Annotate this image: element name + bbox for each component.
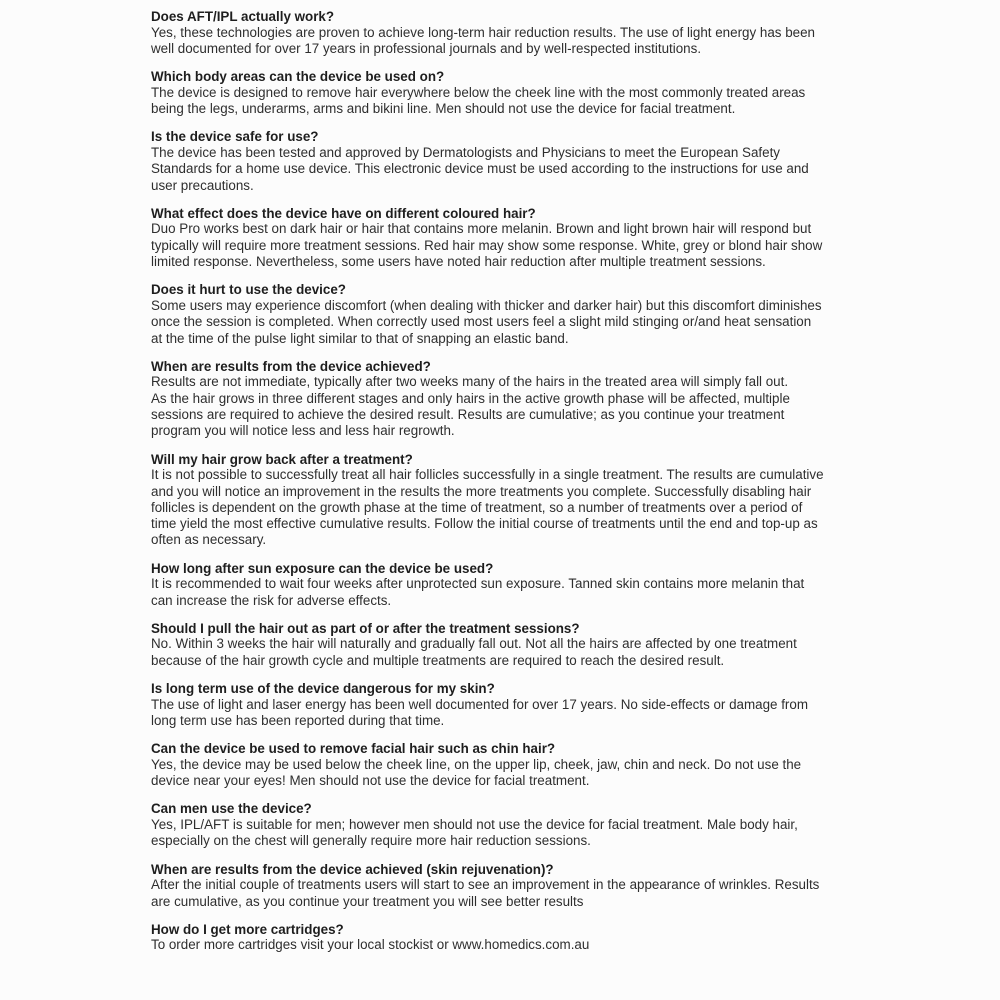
faq-item bbox=[151, 206, 863, 270]
answer-line: No. Within 3 weeks the hair will naturally and gradually fall out. Not all the hairs are affected by one treatment bbox=[151, 636, 797, 652]
answer-line: Yes, the device may be used below the cheek line, on the upper lip, cheek, jaw, chin and neck. Do not use the bbox=[151, 756, 802, 772]
faq-question: How do I get more cartridges? bbox=[151, 921, 344, 937]
faq-item bbox=[151, 681, 863, 729]
faq-answer bbox=[151, 145, 863, 194]
answer-line: The device has been tested and approved by Dermatologists and Physicians to meet the European Safety bbox=[151, 144, 781, 160]
answer-line: at the time of the pulse light similar to that of snapping an elastic band. bbox=[151, 330, 569, 346]
faq-answer bbox=[151, 937, 863, 953]
faq-answer bbox=[151, 697, 863, 730]
answer-line: It is not possible to successfully treat all hair follicles successfully in a single treatment. The results are cumulative bbox=[151, 467, 824, 483]
answer-line: The use of light and laser energy has been well documented for over 17 years. No side-effects or damage from bbox=[151, 696, 808, 712]
faq-item bbox=[151, 69, 863, 117]
faq-question: When are results from the device achieved (skin rejuvenation)? bbox=[151, 861, 554, 877]
answer-line: Some users may experience discomfort (when dealing with thicker and darker hair) but this discomfort diminishes bbox=[151, 297, 822, 313]
answer-line: Yes, IPL/AFT is suitable for men; however men should not use the device for facial treatment. Male body hair, bbox=[151, 817, 798, 833]
answer-line: Standards for a home use device. This electronic device must be used according to the instructions for use and bbox=[151, 161, 809, 177]
answer-line: As the hair grows in three different stages and only hairs in the active growth phase will be affected, multiple bbox=[151, 390, 790, 406]
faq-item bbox=[151, 129, 863, 193]
faq-question: Will my hair grow back after a treatment? bbox=[151, 451, 413, 467]
answer-line: being the legs, underarms, arms and bikini line. Men should not use the device for facial treatment. bbox=[151, 101, 736, 117]
faq-question: Can men use the device? bbox=[151, 801, 312, 817]
faq-question: What effect does the device have on different coloured hair? bbox=[151, 205, 536, 221]
faq-question: Does it hurt to use the device? bbox=[151, 282, 346, 298]
faq-item bbox=[151, 801, 863, 849]
answer-line: and you will notice an improvement in the results the more treatments you complete. Successfully disabling hair bbox=[151, 483, 812, 499]
faq-answer bbox=[151, 298, 863, 347]
answer-line: Results are not immediate, typically after two weeks many of the hairs in the treated area will simply fall out. bbox=[151, 374, 789, 390]
faq-question: Is the device safe for use? bbox=[151, 129, 319, 145]
faq-item bbox=[151, 452, 863, 549]
faq-item bbox=[151, 282, 863, 346]
faq-question: Which body areas can the device be used on? bbox=[151, 69, 445, 85]
answer-line: typically will require more treatment sessions. Red hair may show some response. White, grey or blond hair show bbox=[151, 237, 823, 253]
faq-item bbox=[151, 9, 863, 57]
answer-line: limited response. Nevertheless, some users have noted hair reduction after multiple treatment sessions. bbox=[151, 254, 766, 270]
faq-item bbox=[151, 862, 863, 910]
faq-item bbox=[151, 741, 863, 789]
faq-question: Can the device be used to remove facial hair such as chin hair? bbox=[151, 741, 556, 757]
answer-line: device near your eyes! Men should not use the device for facial treatment. bbox=[151, 773, 590, 789]
answer-line: Duo Pro works best on dark hair or hair that contains more melanin. Brown and light brown hair will respond but bbox=[151, 221, 812, 237]
answer-line: follicles is dependent on the growth phase at the time of treatment, so a number of treatments over a period of bbox=[151, 499, 803, 515]
faq-answer bbox=[151, 25, 863, 58]
faq-question: Should I pull the hair out as part of or after the treatment sessions? bbox=[151, 620, 580, 636]
answer-line: The device is designed to remove hair everywhere below the cheek line with the most commonly treated areas bbox=[151, 84, 806, 100]
answer-line: user precautions. bbox=[151, 177, 254, 193]
faq-list bbox=[151, 9, 863, 966]
faq-answer bbox=[151, 576, 863, 609]
faq-item bbox=[151, 922, 863, 954]
answer-line: can increase the risk for adverse effects. bbox=[151, 592, 392, 608]
answer-line: long term use has been reported during that time. bbox=[151, 712, 445, 728]
answer-line: are cumulative, as you continue your treatment you will see better results bbox=[151, 893, 584, 909]
answer-line: once the session is completed. When correctly used most users feel a slight mild stinging or/and heat sensation bbox=[151, 314, 812, 330]
faq-question: When are results from the device achieved? bbox=[151, 358, 431, 374]
answer-line: sessions are required to achieve the desired result. Results are cumulative; as you continue your treatment bbox=[151, 407, 785, 423]
faq-question: How long after sun exposure can the device be used? bbox=[151, 560, 494, 576]
answer-line: After the initial couple of treatments users will start to see an improvement in the appearance of wrinkles. Results bbox=[151, 877, 820, 893]
faq-question: Does AFT/IPL actually work? bbox=[151, 9, 335, 24]
answer-line: It is recommended to wait four weeks after unprotected sun exposure. Tanned skin contains more melanin that bbox=[151, 576, 805, 592]
faq-item bbox=[151, 561, 863, 609]
answer-line: Yes, these technologies are proven to achieve long-term hair reduction results. The use of light energy has been bbox=[151, 24, 815, 40]
answer-line: time yield the most effective cumulative results. Follow the initial course of treatments until the end and top-up as bbox=[151, 516, 818, 532]
faq-question: Is long term use of the device dangerous for my skin? bbox=[151, 681, 495, 697]
faq-item bbox=[151, 621, 863, 669]
answer-line: especially on the chest will generally require more hair reduction sessions. bbox=[151, 833, 591, 849]
answer-line: well documented for over 17 years in professional journals and by well-respected institutions. bbox=[151, 40, 702, 56]
faq-answer bbox=[151, 374, 863, 439]
faq-item bbox=[151, 359, 863, 440]
faq-answer bbox=[151, 85, 863, 118]
faq-answer bbox=[151, 636, 863, 669]
answer-line: To order more cartridges visit your local stockist or www.homedics.com.au bbox=[151, 937, 590, 953]
answer-line: program you will notice less and less hair regrowth. bbox=[151, 423, 455, 439]
faq-answer bbox=[151, 757, 863, 790]
answer-line: because of the hair growth cycle and multiple treatments are required to reach the desired result. bbox=[151, 652, 725, 668]
faq-answer bbox=[151, 221, 863, 270]
answer-line: often as necessary. bbox=[151, 532, 267, 548]
faq-answer bbox=[151, 817, 863, 850]
faq-answer bbox=[151, 877, 863, 910]
faq-answer bbox=[151, 467, 863, 548]
